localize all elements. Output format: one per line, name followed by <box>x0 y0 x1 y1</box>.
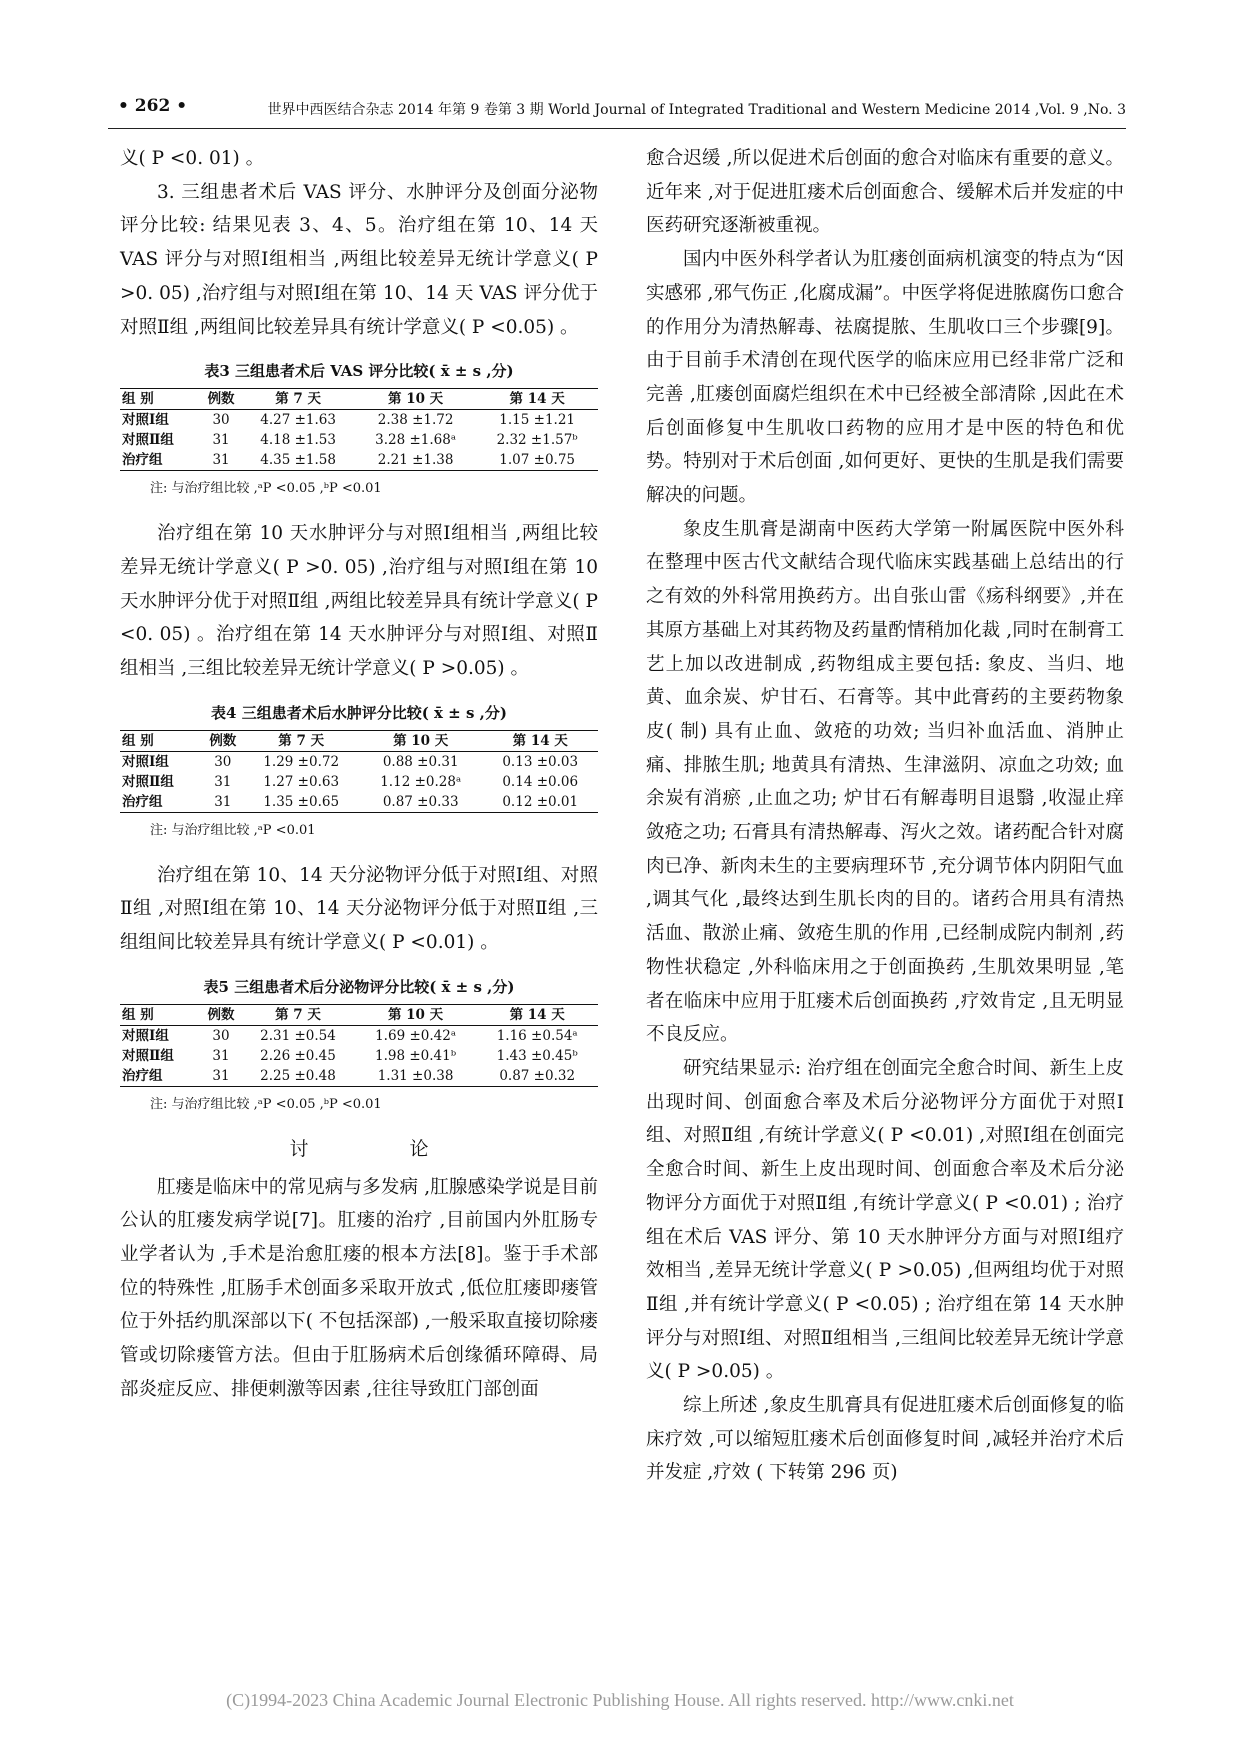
paragraph: 综上所述 ,象皮生肌膏具有促进肛瘘术后创面修复的临床疗效 ,可以缩短肛瘘术后创面修复时间 ,减轻并治疗术后并发症 ,疗效 ( 下转第 296 页) <box>646 1395 1124 1484</box>
table-cell: 治疗组 <box>122 1067 163 1084</box>
page-number: • 262 • <box>118 96 188 116</box>
table-cell: 31 <box>214 793 232 810</box>
table-caption: 表5 三组患者术后分泌物评分比较( x̄ ± s ,分) <box>203 977 515 996</box>
table-cell: 30 <box>214 753 232 770</box>
table-cell: 对照Ⅱ组 <box>122 432 174 449</box>
paragraph: 象皮生肌膏是湖南中医药大学第一附属医院中医外科在整理中医古代文献结合现代临床实践基础上总结出的行之有效的外科常用换药方。出自张山雷《疡科纲要》,并在其原方基础上对其药物及药量酌情稍加化裁 ,同时在制膏工艺上加以改进制成 ,药物组成主要包括: 象皮、当归、地黄、血余炭、炉甘石、石膏等。其中此膏药的主要药物象皮( 制) 具有止血、敛疮的功效; 当归补血活血、消肿止痛、排脓生肌; 地黄具有清热、生津滋阴、凉血之功效; 血余炭有消瘀 ,止血之功; 炉甘石有解毒明目退翳 ,收湿止痒敛疮之功; 石膏具有清热解毒、泻火之效。诸药配合针对腐肉已净、新肉未生的主要病理环节 ,充分调节体内阴阳气血 ,调其气化 ,最终达到生肌长肉的目的。诸药合用具有清热活血、散淤止痛、敛疮生肌的作用 ,已经制成院内制剂 ,药物性状稳定 ,外科临床用之于创面换药 ,生肌效果明显 ,笔者在临床中应用于肛瘘术后创面换药 ,疗效肯定 ,且无明显不良反应。 <box>646 518 1124 1046</box>
table-row <box>120 450 598 471</box>
table-cell: 0.87 ±0.33 <box>382 793 459 810</box>
table-cell: 31 <box>212 432 230 449</box>
table-cell: 1.69 ±0.42ᵃ <box>375 1027 457 1044</box>
table-cell: 1.12 ±0.28ᵃ <box>380 773 462 790</box>
table-3 <box>120 360 598 499</box>
table-note: 注: 与治疗组比较 ,ᵃP <0.05 ,ᵇP <0.01 <box>150 1096 382 1112</box>
table-cell: 30 <box>212 1027 230 1044</box>
table-row <box>120 430 598 450</box>
table-cell: 0.88 ±0.31 <box>382 753 459 770</box>
table-row <box>120 751 598 772</box>
table-cell: 1.07 ±0.75 <box>499 452 576 469</box>
table-row <box>120 1025 598 1046</box>
data-table <box>120 730 598 813</box>
column-header: 组 别 <box>120 389 201 410</box>
table-cell: 治疗组 <box>122 452 163 469</box>
table-4 <box>120 702 598 841</box>
table-caption: 表4 三组患者术后水肿评分比较( x̄ ± s ,分) <box>211 703 507 722</box>
column-header: 例数 <box>202 730 243 751</box>
table-cell: 2.31 ±0.54 <box>260 1027 336 1044</box>
table-cell: 1.15 ±1.21 <box>499 412 576 429</box>
table-cell: 2.26 ±0.45 <box>260 1047 336 1064</box>
table-cell: 对照Ⅱ组 <box>122 1047 174 1064</box>
table-cell: 0.87 ±0.32 <box>499 1067 576 1084</box>
right-column <box>646 142 1124 1490</box>
table-row <box>120 792 598 813</box>
table-caption: 表3 三组患者术后 VAS 评分比较( x̄ ± s ,分) <box>204 362 514 381</box>
table-cell: 2.25 ±0.48 <box>260 1067 336 1084</box>
table-note: 注: 与治疗组比较 ,ᵃP <0.01 <box>150 822 316 838</box>
column-header: 第 14 天 <box>482 730 598 751</box>
section-heading: 讨 论 <box>289 1137 477 1160</box>
running-header <box>108 96 1126 129</box>
data-table <box>120 1004 598 1087</box>
table-cell: 对照Ⅱ组 <box>122 773 174 790</box>
table-cell: 4.18 ±1.53 <box>260 432 336 449</box>
table-cell: 2.38 ±1.72 <box>377 412 454 429</box>
table-cell: 1.31 ±0.38 <box>377 1067 454 1084</box>
table-row <box>120 772 598 792</box>
table-cell: 对照Ⅰ组 <box>122 1027 169 1044</box>
paragraph: 愈合迟缓 ,所以促进术后创面的愈合对临床有重要的意义。近年来 ,对于促进肛瘘术后创面愈合、缓解术后并发症的中医药研究逐渐被重视。 <box>646 148 1124 237</box>
table-cell: 31 <box>212 452 230 469</box>
column-header: 第 7 天 <box>241 389 355 410</box>
table-cell: 1.43 ±0.45ᵇ <box>496 1047 578 1064</box>
table-cell: 2.21 ±1.38 <box>377 452 454 469</box>
table-cell: 31 <box>212 1047 230 1064</box>
paragraph: 3. 三组患者术后 VAS 评分、水肿评分及创面分泌物评分比较: 结果见表 3、4、5。治疗组在第 10、14 天 VAS 评分与对照Ⅰ组相当 ,两组比较差异无统计学意义( P >0. 05) ,治疗组与对照Ⅰ组在第 10、14 天 VAS 评分优于对照Ⅱ组 ,两组间比较差异具有统计学意义( P <0.05) 。 <box>120 181 598 338</box>
table-cell: 31 <box>212 1067 230 1084</box>
journal-title: 世界中西医结合杂志 2014 年第 9 卷第 3 期 World Journal of Integrated Traditional and Western Medicine 2014 ,Vol. 9 ,No. 3 <box>267 102 1126 118</box>
paragraph: 肛瘘是临床中的常见病与多发病 ,肛腺感染学说是目前公认的肛瘘发病学说[7]。肛瘘的治疗 ,目前国内外肛肠专业学者认为 ,手术是治愈肛瘘的根本方法[8]。鉴于手术部位的特殊性 ,肛肠手术创面多采取开放式 ,低位肛瘘即瘘管位于外括约肌深部以下( 不包括深部) ,一般采取直接切除瘘管或切除瘘管方法。但由于肛肠病术后创缘循环障碍、局部炎症反应、排便刺激等因素 ,往往导致肛门部创面 <box>120 1176 598 1400</box>
table-cell: 1.29 ±0.72 <box>263 753 340 770</box>
left-column <box>120 142 598 1406</box>
table-row <box>120 1066 598 1087</box>
table-row <box>120 410 598 431</box>
paragraph: 国内中医外科学者认为肛瘘创面病机演变的特点为“因实感邪 ,邪气伤正 ,化腐成漏”。中医学将促进脓腐伤口愈合的作用分为清热解毒、祛腐提脓、生肌收口三个步骤[9]。由于目前手术清创在现代医学的临床应用已经非常广泛和完善 ,肛瘘创面腐烂组织在术中已经被全部清除 ,因此在术后创面修复中生肌收口药物的应用才是中医的特色和优势。特别对于术后创面 ,如何更好、更快的生肌是我们需要解决的问题。 <box>646 249 1124 507</box>
table-cell: 0.13 ±0.03 <box>502 753 579 770</box>
column-header: 例数 <box>201 1004 241 1025</box>
table-note: 注: 与治疗组比较 ,ᵃP <0.05 ,ᵇP <0.01 <box>150 481 382 497</box>
table-cell: 治疗组 <box>122 793 163 810</box>
table-cell: 30 <box>212 412 230 429</box>
column-header: 组 别 <box>120 1004 201 1025</box>
paragraph: 义( P <0. 01) 。 <box>120 148 265 169</box>
column-header: 组 别 <box>120 730 202 751</box>
copyright-footer: (C)1994-2023 China Academic Journal Electronic Publishing House. All rights reserved. http://www.cnki.net <box>226 1690 1014 1710</box>
paragraph: 治疗组在第 10、14 天分泌物评分低于对照Ⅰ组、对照Ⅱ组 ,对照Ⅰ组在第 10、14 天分泌物评分低于对照Ⅱ组 ,三组组间比较差异具有统计学意义( P <0.01) 。 <box>120 864 598 954</box>
table-cell: 1.35 ±0.65 <box>263 793 340 810</box>
table-cell: 1.98 ±0.41ᵇ <box>375 1047 457 1064</box>
table-cell: 1.16 ±0.54ᵃ <box>496 1027 578 1044</box>
column-header: 第 10 天 <box>355 389 476 410</box>
table-cell: 1.27 ±0.63 <box>263 773 340 790</box>
column-header: 第 10 天 <box>359 730 482 751</box>
paragraph: 研究结果显示: 治疗组在创面完全愈合时间、新生上皮出现时间、创面愈合率及术后分泌物评分方面优于对照Ⅰ组、对照Ⅱ组 ,有统计学意义( P <0.01) ,对照Ⅰ组在创面完全愈合时间、新生上皮出现时间、创面愈合率及术后分泌物评分方面优于对照Ⅱ组 ,有统计学意义( P <0.01) ; 治疗组在术后 VAS 评分、第 10 天水肿评分方面与对照Ⅰ组疗效相当 ,差异无统计学意义( P >0.05) ,但两组均优于对照Ⅱ组 ,并有统计学意义( P <0.05) ; 治疗组在第 14 天水肿评分与对照Ⅰ组、对照Ⅱ组相当 ,三组间比较差异无统计学意义( P >0.05) 。 <box>646 1057 1124 1383</box>
table-cell: 0.14 ±0.06 <box>502 773 579 790</box>
column-header: 第 14 天 <box>476 1004 598 1025</box>
table-cell: 2.32 ±1.57ᵇ <box>496 432 578 449</box>
column-header: 第 10 天 <box>355 1004 477 1025</box>
column-header: 例数 <box>201 389 241 410</box>
column-header: 第 7 天 <box>243 730 359 751</box>
column-header: 第 7 天 <box>241 1004 355 1025</box>
table-5 <box>120 976 598 1115</box>
table-cell: 3.28 ±1.68ᵃ <box>375 432 457 449</box>
table-cell: 4.35 ±1.58 <box>260 452 336 469</box>
table-cell: 31 <box>214 773 232 790</box>
column-header: 第 14 天 <box>476 389 598 410</box>
table-cell: 对照Ⅰ组 <box>122 412 169 429</box>
table-cell: 0.12 ±0.01 <box>502 793 579 810</box>
paragraph: 治疗组在第 10 天水肿评分与对照Ⅰ组相当 ,两组比较差异无统计学意义( P >0. 05) ,治疗组与对照Ⅰ组在第 10 天水肿评分优于对照Ⅱ组 ,两组比较差异具有统计学意义( P <0. 05) 。治疗组在第 14 天水肿评分与对照Ⅰ组、对照Ⅱ组相当 ,三组比较差异无统计学意义( P >0.05) 。 <box>120 523 598 680</box>
table-cell: 对照Ⅰ组 <box>122 753 169 770</box>
table-cell: 4.27 ±1.63 <box>260 412 336 429</box>
table-row <box>120 1046 598 1066</box>
data-table <box>120 388 598 471</box>
